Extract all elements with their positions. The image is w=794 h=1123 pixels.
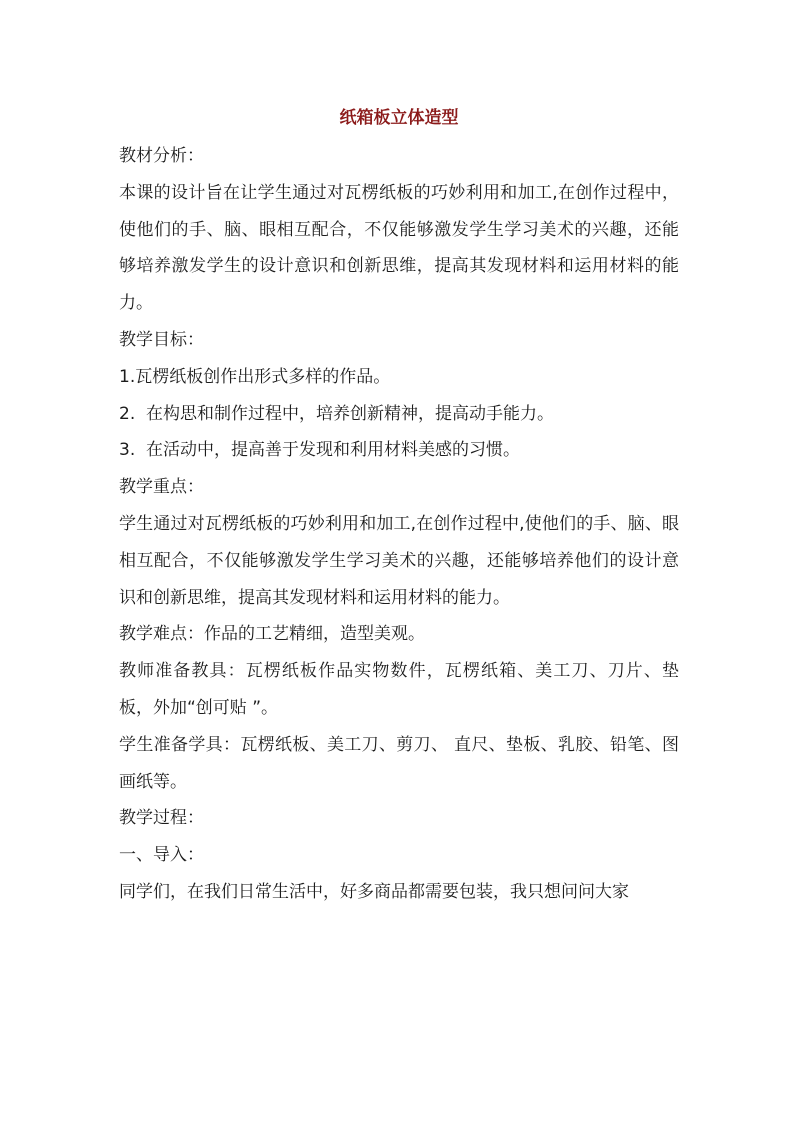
paragraph-introduction: 同学们，在我们日常生活中，好多商品都需要包装，我只想问问大家	[119, 881, 629, 902]
heading-textbook-analysis: 教材分析：	[119, 146, 204, 166]
document-body	[119, 104, 679, 911]
heading-teaching-focus: 教学重点：	[119, 477, 204, 498]
paragraph-teaching-focus: 学生通过对瓦楞纸板的巧妙利用和加工,在创作过程中,使他们的手、脑、眼相互配合，不仅能够激发学生学习美术的兴趣，还能够培养他们的设计意识和创新思维，提高其发现材料和运用材料的能力。	[119, 513, 679, 608]
document-title: 纸箱板立体造型	[339, 108, 459, 128]
goal-item-3: 3. 在活动中，提高善于发现和利用材料美感的习惯。	[119, 440, 521, 461]
heading-teaching-goals: 教学目标：	[119, 329, 204, 350]
paragraph-student-materials: 学生准备学具：瓦楞纸板、美工刀、剪刀、 直尺、垫板、乳胶、铅笔、图画纸等。	[119, 734, 679, 792]
heading-teaching-process: 教学过程：	[119, 808, 204, 829]
paragraph-textbook-analysis: 本课的设计旨在让学生通过对瓦楞纸板的巧妙利用和加工,在创作过程中，使他们的手、脑、眼相互配合，不仅能够激发学生学习美术的兴趣，还能够培养激发学生的设计意识和创新思维，提高其发现材料和运用材料的能力。	[119, 182, 679, 314]
paragraph-teacher-materials: 教师准备教具：瓦楞纸板作品实物数件，瓦楞纸箱、美工刀、刀片、垫板，外加“创可贴 ”。	[119, 661, 679, 718]
heading-introduction: 一、导入：	[119, 845, 204, 866]
paragraph-teaching-difficulty: 教学难点：作品的工艺精细，造型美观。	[119, 624, 425, 645]
goal-item-1: 1.瓦楞纸板创作出形式多样的作品。	[119, 366, 391, 387]
goal-item-2: 2. 在构思和制作过程中，培养创新精神，提高动手能力。	[119, 403, 555, 424]
